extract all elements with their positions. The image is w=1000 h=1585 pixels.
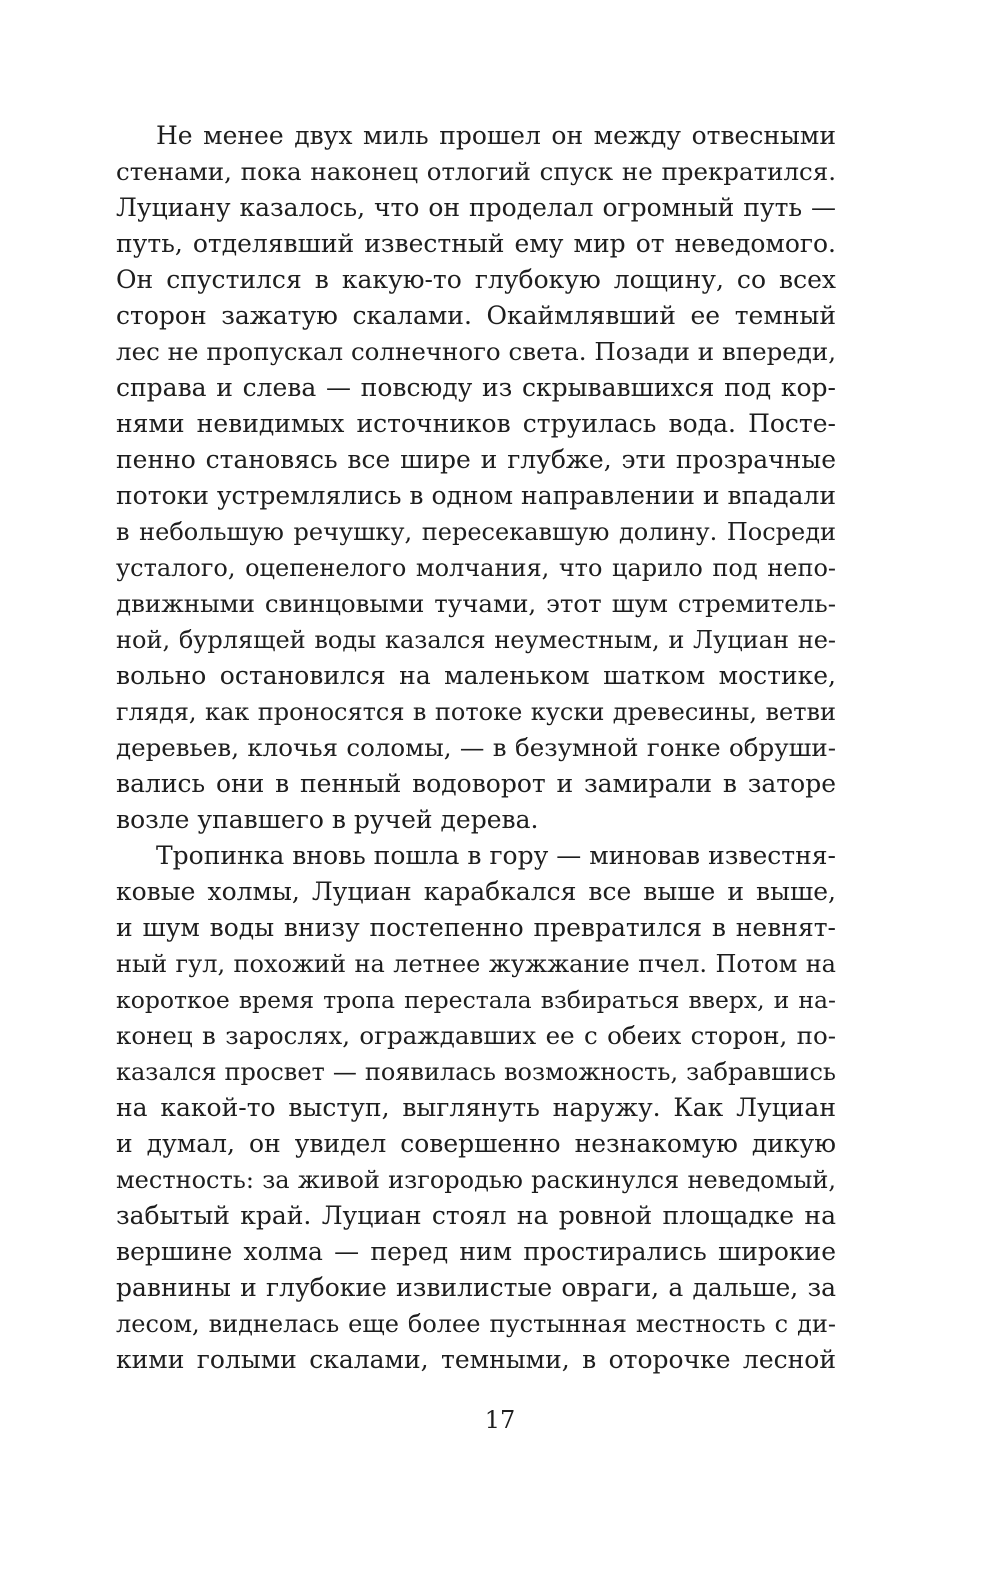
- text-line: движными свинцовыми тучами, этот шум стремитель-: [116, 589, 836, 618]
- text-line: деревьев, клочья соломы, — в безумной гонке обруши-: [116, 733, 836, 762]
- text-line: сторон зажатую скалами. Окаймлявший ее темный: [116, 301, 836, 330]
- text-line: нями невидимых источников струилась вода. Посте-: [116, 409, 836, 438]
- text-line: возле упавшего в ручей дерева.: [116, 805, 539, 834]
- text-line: справа и слева — повсюду из скрывавшихся под кор-: [116, 373, 836, 402]
- text-line: Луциану казалось, что он проделал огромный путь —: [116, 193, 836, 222]
- text-line: вольно остановился на маленьком шатком мостике,: [116, 661, 836, 690]
- text-line: усталого, оцепенелого молчания, что царило под непо-: [116, 554, 836, 582]
- text-line: ной, бурлящей воды казался неуместным, и Луциан не-: [116, 626, 836, 654]
- text-line: конец в зарослях, ограждавших ее с обеих сторон, по-: [116, 1021, 836, 1050]
- text-line: кими голыми скалами, темными, в оторочке лесной: [116, 1345, 836, 1374]
- text-line: ный гул, похожий на летнее жужжание пчел. Потом на: [116, 950, 836, 978]
- body-text: [116, 118, 836, 1378]
- text-line: пенно становясь все шире и глубже, эти прозрачные: [116, 445, 836, 474]
- text-line: путь, отделявший известный ему мир от неведомого.: [116, 229, 836, 258]
- text-line: ковые холмы, Луциан карабкался все выше и выше,: [116, 877, 836, 906]
- text-line: казался просвет — появилась возможность, забравшись: [116, 1058, 836, 1086]
- text-line: глядя, как проносятся в потоке куски древесины, ветви: [116, 698, 836, 726]
- text-line: местность: за живой изгородью раскинулся неведомый,: [116, 1166, 836, 1194]
- text-line: забытый край. Луциан стоял на ровной площадке на: [116, 1201, 836, 1230]
- paragraph: [116, 118, 836, 838]
- text-line: Он спустился в какую-то глубокую лощину, со всех: [116, 265, 836, 294]
- text-line: и шум воды внизу постепенно превратился в невнят-: [116, 913, 836, 942]
- text-line: лесом, виднелась еще более пустынная местность с ди-: [116, 1310, 836, 1338]
- text-line: короткое время тропа перестала взбираться вверх, и на-: [116, 986, 836, 1014]
- text-line: стенами, пока наконец отлогий спуск не прекратился.: [116, 157, 836, 186]
- text-line: вершине холма — перед ним простирались широкие: [116, 1237, 836, 1266]
- text-line: на какой-то выступ, выглянуть наружу. Как Луциан: [116, 1093, 836, 1122]
- text-line: лес не пропускал солнечного света. Позади и впереди,: [116, 337, 836, 366]
- text-line: равнины и глубокие извилистые овраги, а дальше, за: [116, 1273, 836, 1302]
- text-line: в небольшую речушку, пересекавшую долину. Посреди: [116, 518, 836, 546]
- paragraph: [116, 838, 836, 1378]
- text-line: Тропинка вновь пошла в гору — миновав известня-: [156, 841, 836, 870]
- page-number: 17: [484, 1406, 516, 1434]
- text-line: вались они в пенный водоворот и замирали в заторе: [116, 769, 836, 798]
- text-line: потоки устремлялись в одном направлении и впадали: [116, 481, 836, 510]
- text-line: и думал, он увидел совершенно незнакомую дикую: [116, 1129, 836, 1158]
- text-line: Не менее двух миль прошел он между отвесными: [156, 121, 836, 150]
